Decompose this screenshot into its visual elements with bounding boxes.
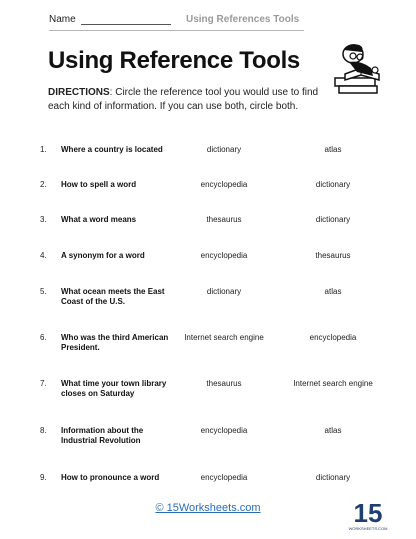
question-number: 1.: [40, 145, 47, 154]
answer-option-1[interactable]: dictionary: [206, 145, 242, 154]
logo-number: 15: [353, 498, 383, 528]
answer-option-2[interactable]: atlas: [324, 287, 342, 296]
answer-option-1[interactable]: thesaurus: [206, 379, 242, 388]
answer-option-2[interactable]: atlas: [324, 426, 342, 435]
question-text: Who was the third American President.: [61, 333, 169, 352]
directions-label: DIRECTIONS: [48, 87, 110, 98]
answer-option-2[interactable]: atlas: [324, 145, 342, 154]
page-title: Using Reference Tools: [48, 47, 300, 74]
worksheet-header-title: Using References Tools: [186, 14, 300, 25]
copyright-link[interactable]: © 15Worksheets.com: [155, 502, 261, 514]
question-number: 6.: [40, 333, 47, 342]
answer-option-2[interactable]: thesaurus: [315, 251, 351, 260]
name-line[interactable]: [81, 24, 171, 25]
answer-option-2[interactable]: Internet search engine: [293, 379, 373, 388]
answer-option-1[interactable]: encyclopedia: [200, 473, 248, 482]
question-number: 2.: [40, 180, 47, 189]
question-text: How to pronounce a word: [61, 473, 160, 482]
directions: [48, 86, 338, 114]
reading-man-illustration: [331, 38, 387, 96]
header-divider: [49, 30, 304, 31]
answer-option-1[interactable]: encyclopedia: [200, 426, 248, 435]
question-number: 7.: [40, 379, 47, 388]
answer-option-1[interactable]: Internet search engine: [184, 333, 264, 342]
question-number: 9.: [40, 473, 47, 482]
logo-text: WORKSHEETS.COM: [348, 526, 388, 531]
question-text: How to spell a word: [61, 180, 137, 189]
question-number: 4.: [40, 251, 47, 260]
question-text: A synonym for a word: [61, 251, 145, 260]
name-label: Name: [49, 14, 76, 25]
question-text: Information about the Industrial Revolution: [61, 426, 144, 445]
answer-option-1[interactable]: thesaurus: [206, 215, 242, 224]
directions-text: : Circle the reference tool you would use to find each kind of information. If you can use both, circle both.: [48, 87, 319, 112]
answer-option-2[interactable]: dictionary: [315, 215, 351, 224]
answer-option-2[interactable]: dictionary: [315, 180, 351, 189]
question-text: What time your town library closes on Saturday: [61, 379, 167, 398]
answer-option-2[interactable]: dictionary: [315, 473, 351, 482]
question-text: Where a country is located: [61, 145, 163, 154]
answer-option-2[interactable]: encyclopedia: [309, 333, 357, 342]
answer-option-1[interactable]: encyclopedia: [200, 180, 248, 189]
question-number: 8.: [40, 426, 47, 435]
question-number: 5.: [40, 287, 47, 296]
answer-option-1[interactable]: dictionary: [206, 287, 242, 296]
question-number: 3.: [40, 215, 47, 224]
answer-option-1[interactable]: encyclopedia: [200, 251, 248, 260]
question-text: What ocean meets the East Coast of the U.S.: [61, 287, 165, 306]
15worksheets-logo: [348, 496, 388, 532]
question-text: What a word means: [61, 215, 137, 224]
